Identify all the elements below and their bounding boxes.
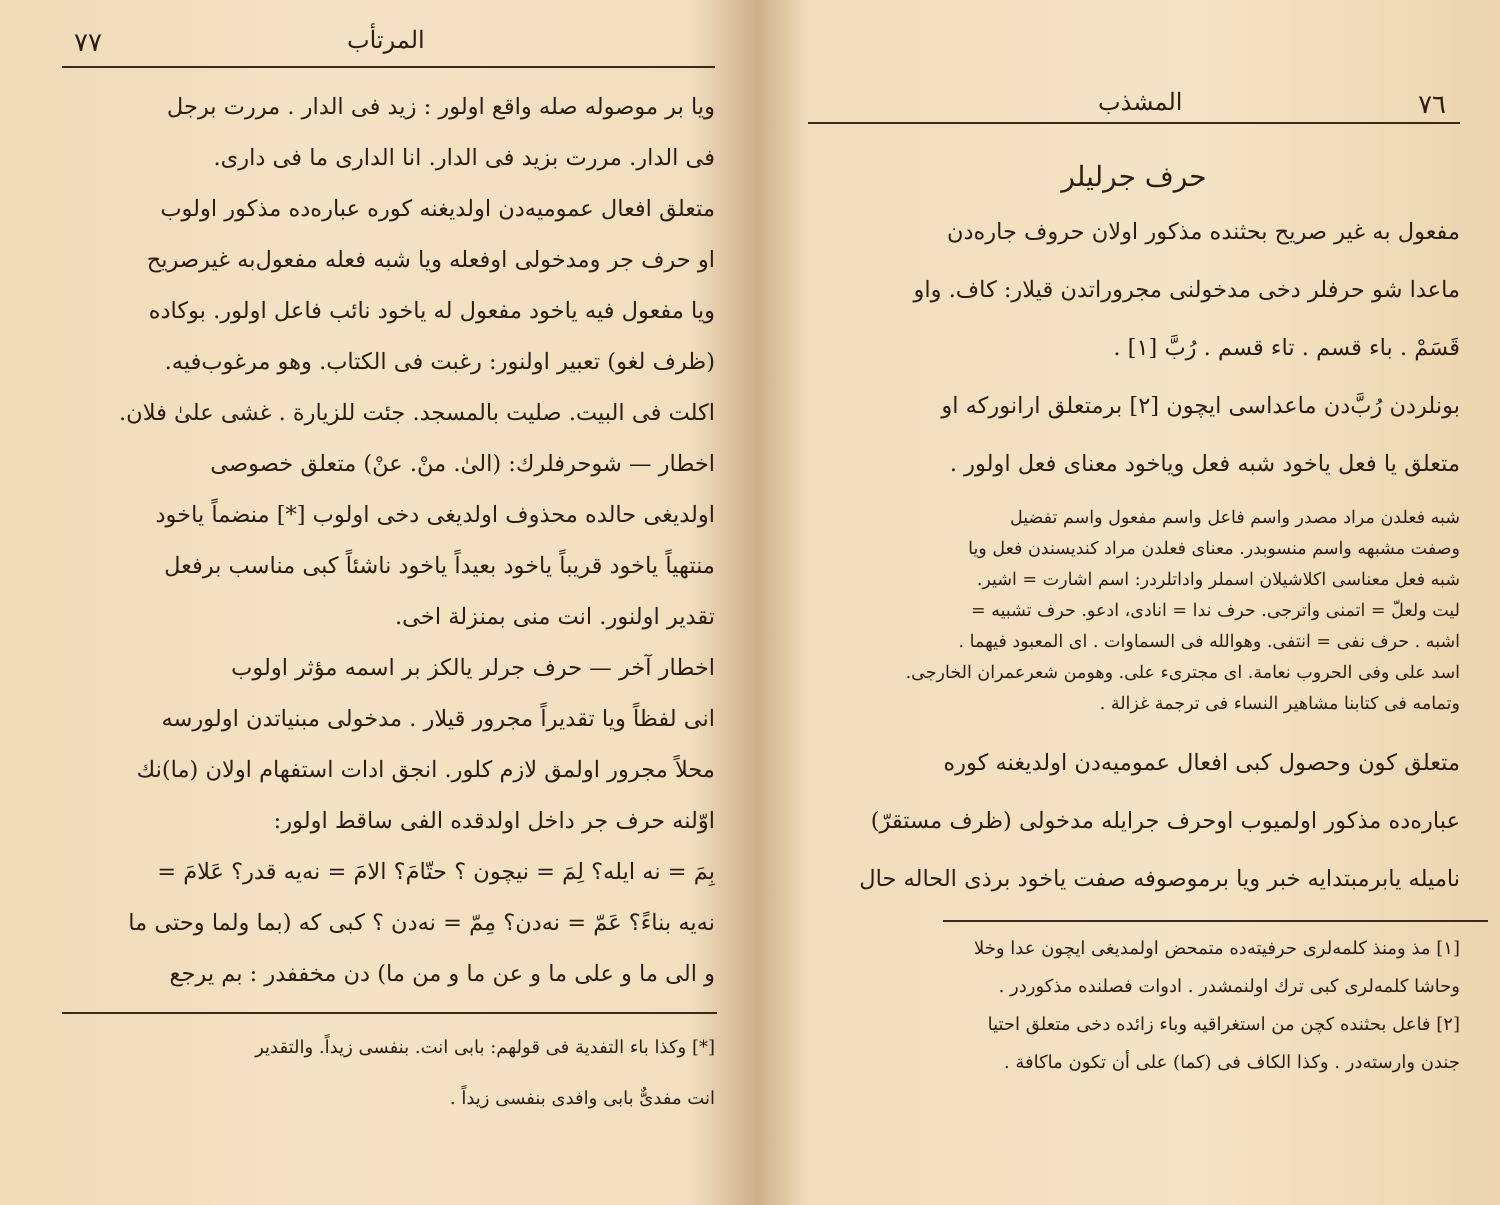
text-line: (ظرف لغو) تعبیر اولنور: رغبت فی الکتاب. وهو مرغوب‌فیه. — [164, 349, 715, 375]
text-line: منتهیاً یاخود قریباً یاخود بعیداً یاخود ناشئاً کبی مناسب برفعل — [164, 553, 715, 579]
text-line: بونلردن رُبَّ‌دن ماعداسی ایچون [٢] برمتعلق ارانورکه او — [941, 393, 1460, 419]
small-text-line: شبه فعلدن مراد مصدر واسم فاعل واسم مفعول واسم تفضیل — [1009, 508, 1460, 528]
small-text-line: وصفت مشبهه واسم منسوبدر. معنای فعلدن مراد کندیسندن فعل ویا — [968, 539, 1460, 559]
footnote-line: وحاشا کلمه‌لری کبی ترك اولنمشدر . ادوات فصلنده مذکوردر . — [998, 976, 1460, 997]
text-line: ماعدا شو حرفلر دخی مدخولنی مجروراتدن قیلار: کاف. واو — [913, 277, 1460, 303]
right-page-body-bottom — [808, 734, 1460, 908]
text-line: فی الدار. مررت بزید فی الدار. انا الداری ما فی داری. — [213, 145, 715, 171]
right-page-header — [808, 88, 1460, 124]
right-page-body-top — [808, 203, 1460, 493]
footnote-line: [٢] فاعل بحثنده کچن من استغراقیه وباء زائده دخی متعلق احتیا‌ — [987, 1014, 1460, 1035]
text-line: و الی ما و علی ما و عن ما و من ما) دن مخففدر : بم یرجع — [169, 961, 715, 987]
right-page-note-block — [808, 503, 1460, 720]
text-line: اوّلنه حرف جر داخل اولدقده الفی ساقط اولور: — [273, 808, 715, 834]
footnote-divider — [62, 1012, 717, 1014]
text-line: متعلق کون وحصول کبی افعال عمومیه‌دن اولدیغنه کوره — [943, 750, 1460, 776]
left-footnotes — [62, 1022, 715, 1124]
text-line: نه‌یه بناءً؟ عَمّ = نه‌دن؟ مِمّ = نه‌دن ؟ کبی که (بما ولما وحتی ما — [128, 910, 715, 936]
text-line: قَسَمْ . باء قسم . تاء قسم . رُبَّ [١] . — [1113, 335, 1460, 361]
left-running-title: المرتأب — [347, 26, 425, 54]
small-text-line: اسد علی وفی الحروب نعامة. ای مجتریء علی. وهومن شعرعمران الخارجی. — [905, 663, 1460, 683]
text-line: تقدیر اولنور. انت منی بمنزلة اخی. — [395, 604, 715, 630]
text-line: او حرف جر ومدخولی اوفعله ویا شبه فعله مفعول‌به غیرصریح — [146, 247, 715, 273]
text-line: نامیله یابرمبتدایه خبر ویا برموصوفه صفت یاخود برذی الحاله حال — [859, 866, 1460, 892]
footnote-divider — [943, 920, 1488, 922]
right-footnotes — [808, 930, 1460, 1082]
text-line: متعلق یا فعل یاخود شبه فعل ویاخود معنای فعل اولور . — [949, 451, 1460, 477]
text-line: اولدیغی حالده محذوف اولدیغی دخی اولوب [*] منضماً یاخود — [155, 502, 715, 528]
text-line: اکلت فی البیت. صلیت بالمسجد. جئت للزیارة . غشی علیٰ فلان. — [119, 400, 715, 426]
right-page-number: ٧٦ — [1418, 90, 1446, 120]
text-line: عباره‌ده مذکور اولمیوب اوحرف جرایله مدخولی (ظرف مستقرّ) — [870, 808, 1460, 834]
right-running-title: المشذب — [1098, 88, 1183, 116]
footnote-line: جندن وارسته‌در . وکذا الکاف فی (کما) علی أن تکون ماکافة . — [1003, 1052, 1460, 1073]
text-line: مفعول به غیر صریح بحثنده مذکور اولان حروف جاره‌دن — [946, 219, 1460, 245]
small-text-line: وتمامه فی کتابنا مشاهیر النساء فی ترجمة غزالة . — [1099, 694, 1460, 714]
text-line: محلاً مجرور اولمق لازم کلور. انجق ادات استفهام اولان (ما)نك — [136, 757, 715, 783]
section-title: حرف جرلیلر — [1061, 160, 1207, 193]
small-text-line: شبه فعل معناسی اکلاشیلان اسملر واداتلردر: اسم اشارت = اشیر. — [976, 570, 1460, 590]
left-page-number: ٧٧ — [74, 28, 102, 58]
right-page — [770, 0, 1500, 1205]
small-text-line: لیت ولعلّ = اتمنی واترجی. حرف ندا = انادی، ادعو. حرف تشبیه = — [970, 601, 1460, 621]
footnote-line: انت مفدیٌّ بابی وافدی بنفسی زیداً . — [449, 1088, 715, 1109]
text-line: اخطار — شوحرفلرك: (الیٰ. منْ. عنْ) متعلق خصوصی — [210, 451, 715, 477]
text-line: اخطار آخر — حرف جرلر یالکز بر اسمه مؤثر اولوب — [231, 655, 715, 681]
text-line: ویا مفعول فیه یاخود مفعول له یاخود نائب فاعل اولور. بوکاده — [148, 298, 715, 324]
small-text-line: اشبه . حرف نفی = انتفی. وهوالله فی السماوات . ای المعبود فیهما . — [958, 632, 1460, 652]
text-line: انی لفظاً ویا تقدیراً مجرور قیلار . مدخولی مبنیاتدن اولورسه — [161, 706, 715, 732]
footnote-line: [*] وکذا باء التفدیة فی قولهم: بابی انت. بنفسی زیداً. والتقدیر — [255, 1037, 715, 1058]
left-page-header — [62, 26, 715, 68]
footnote-line: [١] مذ ومنذ کلمه‌لری حرفیته‌ده متمحض اولمدیغی ایچون عدا وخلا — [973, 938, 1460, 959]
text-line: بِمَ = نه ایله؟ لِمَ = نیچون ؟ حتّامَ؟ الامَ = نه‌یه قدر؟ عَلامَ = — [157, 859, 715, 885]
text-line: متعلق افعال عمومیه‌دن اولدیغنه کوره عباره‌ده مذکور اولوب — [160, 196, 715, 222]
left-page-body — [62, 82, 715, 1000]
text-line: ویا بر موصوله صله واقع اولور : زید فی الدار . مررت برجل — [166, 94, 715, 120]
